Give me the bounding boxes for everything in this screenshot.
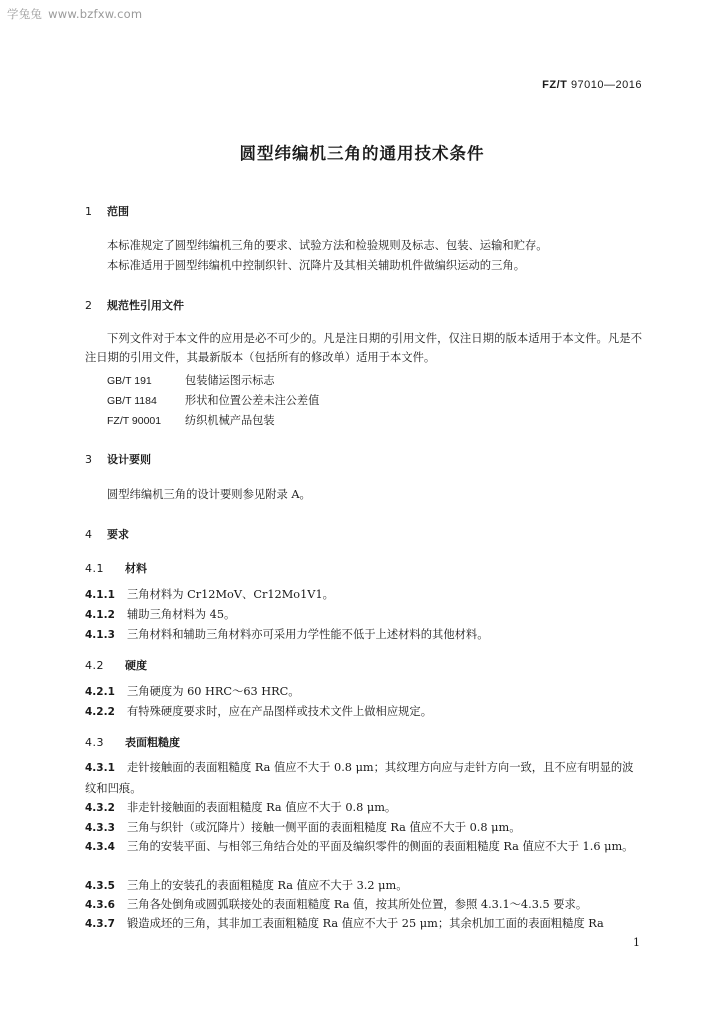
clause-text: 辅助三角材料为 45。	[127, 608, 236, 621]
section-title: 要求	[107, 528, 129, 541]
standard-prefix: FZ/T	[542, 79, 568, 91]
subsection-title: 材料	[125, 562, 147, 575]
clause-text: 有特殊硬度要求时，应在产品图样或技术文件上做相应规定。	[127, 705, 433, 718]
clause-4-2-2	[85, 702, 642, 723]
page-number: 1	[633, 936, 640, 949]
clause-4-3-7	[85, 914, 642, 935]
clause-4-3-1	[85, 758, 642, 798]
clause-4-3-4	[85, 837, 642, 858]
clause-number: 4.3.5	[85, 880, 115, 892]
clause-number: 4.2.2	[85, 706, 115, 718]
section-4-heading	[85, 526, 129, 542]
normative-reference	[107, 392, 319, 408]
clause-text: 三角材料和辅助三角材料亦可采用力学性能不低于上述材料的其他材料。	[127, 628, 489, 641]
subsection-title: 硬度	[125, 659, 147, 672]
clause-number: 4.3.3	[85, 822, 115, 834]
clause-number: 4.1.2	[85, 609, 115, 621]
section-2-heading	[85, 297, 184, 313]
subsection-4-1-heading	[85, 560, 147, 576]
subsection-4-3-heading	[85, 734, 180, 750]
reference-code: FZ/T 90001	[107, 415, 162, 427]
section-1-para-2: 本标准适用于圆型纬编机中控制织针、沉降片及其相关辅助机件做编织运动的三角。	[107, 259, 525, 272]
clause-4-1-3	[85, 625, 642, 646]
clause-text: 非走针接触面的表面粗糙度 Ra 值应不大于 0.8 μm。	[127, 801, 397, 814]
reference-title: 包装储运图示标志	[185, 374, 275, 387]
section-2-para-1: 下列文件对于本文件的应用是必不可少的。凡是注日期的引用文件，仅注日期的版本适用于本文件。凡是不注日期的引用文件，其最新版本（包括所有的修改单）适用于本文件。	[85, 332, 642, 364]
standard-code: 97010—2016	[570, 79, 642, 91]
normative-reference	[107, 412, 275, 428]
clause-text: 三角各处倒角或圆弧联接处的表面粗糙度 Ra 值，按其所处位置，参照 4.3.1～4.3.5 要求。	[127, 898, 588, 911]
reference-title: 纺织机械产品包装	[185, 414, 275, 427]
subsection-number: 4.3	[85, 736, 104, 749]
subsection-4-2-heading	[85, 657, 147, 673]
section-1-para-1: 本标准规定了圆型纬编机三角的要求、试验方法和检验规则及标志、包装、运输和贮存。	[107, 239, 548, 252]
normative-reference	[107, 372, 275, 388]
clause-number: 4.3.2	[85, 802, 115, 814]
clause-text: 走针接触面的表面粗糙度 Ra 值应不大于 0.8 μm；其纹理方向应与走针方向一致，且不应有明显的波纹和凹痕。	[85, 761, 634, 795]
clause-number: 4.3.1	[85, 762, 115, 774]
subsection-number: 4.1	[85, 562, 104, 575]
clause-number: 4.3.4	[85, 841, 115, 853]
section-number: 2	[85, 299, 92, 312]
clause-number: 4.3.7	[85, 918, 115, 930]
clause-4-1-1	[85, 585, 642, 606]
clause-number: 4.3.6	[85, 899, 115, 911]
reference-code: GB/T 191	[107, 375, 152, 387]
clause-text: 三角硬度为 60 HRC～63 HRC。	[127, 685, 300, 698]
clause-4-2-1	[85, 682, 642, 703]
clause-4-3-2	[85, 798, 642, 819]
clause-text: 锻造成坯的三角，其非加工表面粗糙度 Ra 值应不大于 25 μm；其余机加工面的表面粗糙度 Ra	[127, 917, 604, 930]
section-number: 4	[85, 528, 92, 541]
section-1-heading	[85, 203, 129, 219]
clause-number: 4.1.3	[85, 629, 115, 641]
clause-number: 4.2.1	[85, 686, 115, 698]
subsection-number: 4.2	[85, 659, 104, 672]
clause-text: 三角材料为 Cr12MoV、Cr12Mo1V1。	[127, 588, 334, 601]
clause-4-3-3	[85, 818, 642, 839]
clause-text: 三角与织针（或沉降片）接触一侧平面的表面粗糙度 Ra 值应不大于 0.8 μm。	[127, 821, 521, 834]
section-3-heading	[85, 451, 151, 467]
clause-4-3-6	[85, 895, 642, 916]
reference-title: 形状和位置公差未注公差值	[185, 394, 320, 407]
clause-text: 三角的安装平面、与相邻三角结合处的平面及编织零件的侧面的表面粗糙度 Ra 值应不大于 1.6 μm。	[127, 840, 634, 853]
reference-code: GB/T 1184	[107, 395, 157, 407]
subsection-title: 表面粗糙度	[125, 736, 180, 749]
document-title: 圆型纬编机三角的通用技术条件	[239, 144, 485, 163]
watermark-site-name: 学兔兔	[7, 7, 43, 21]
clause-text: 三角上的安装孔的表面粗糙度 Ra 值应不大于 3.2 μm。	[127, 879, 408, 892]
standard-number	[542, 79, 642, 91]
watermark-url: www.bzfxw.com	[48, 7, 143, 21]
clause-number: 4.1.1	[85, 589, 115, 601]
section-number: 3	[85, 453, 92, 466]
section-title: 规范性引用文件	[107, 299, 184, 312]
section-title: 设计要则	[107, 453, 151, 466]
watermark	[7, 6, 142, 22]
clause-4-3-5	[85, 876, 642, 897]
section-title: 范围	[107, 205, 129, 218]
section-number: 1	[85, 205, 92, 218]
section-3-para-1: 圆型纬编机三角的设计要则参见附录 A。	[107, 488, 311, 501]
clause-4-1-2	[85, 605, 642, 626]
